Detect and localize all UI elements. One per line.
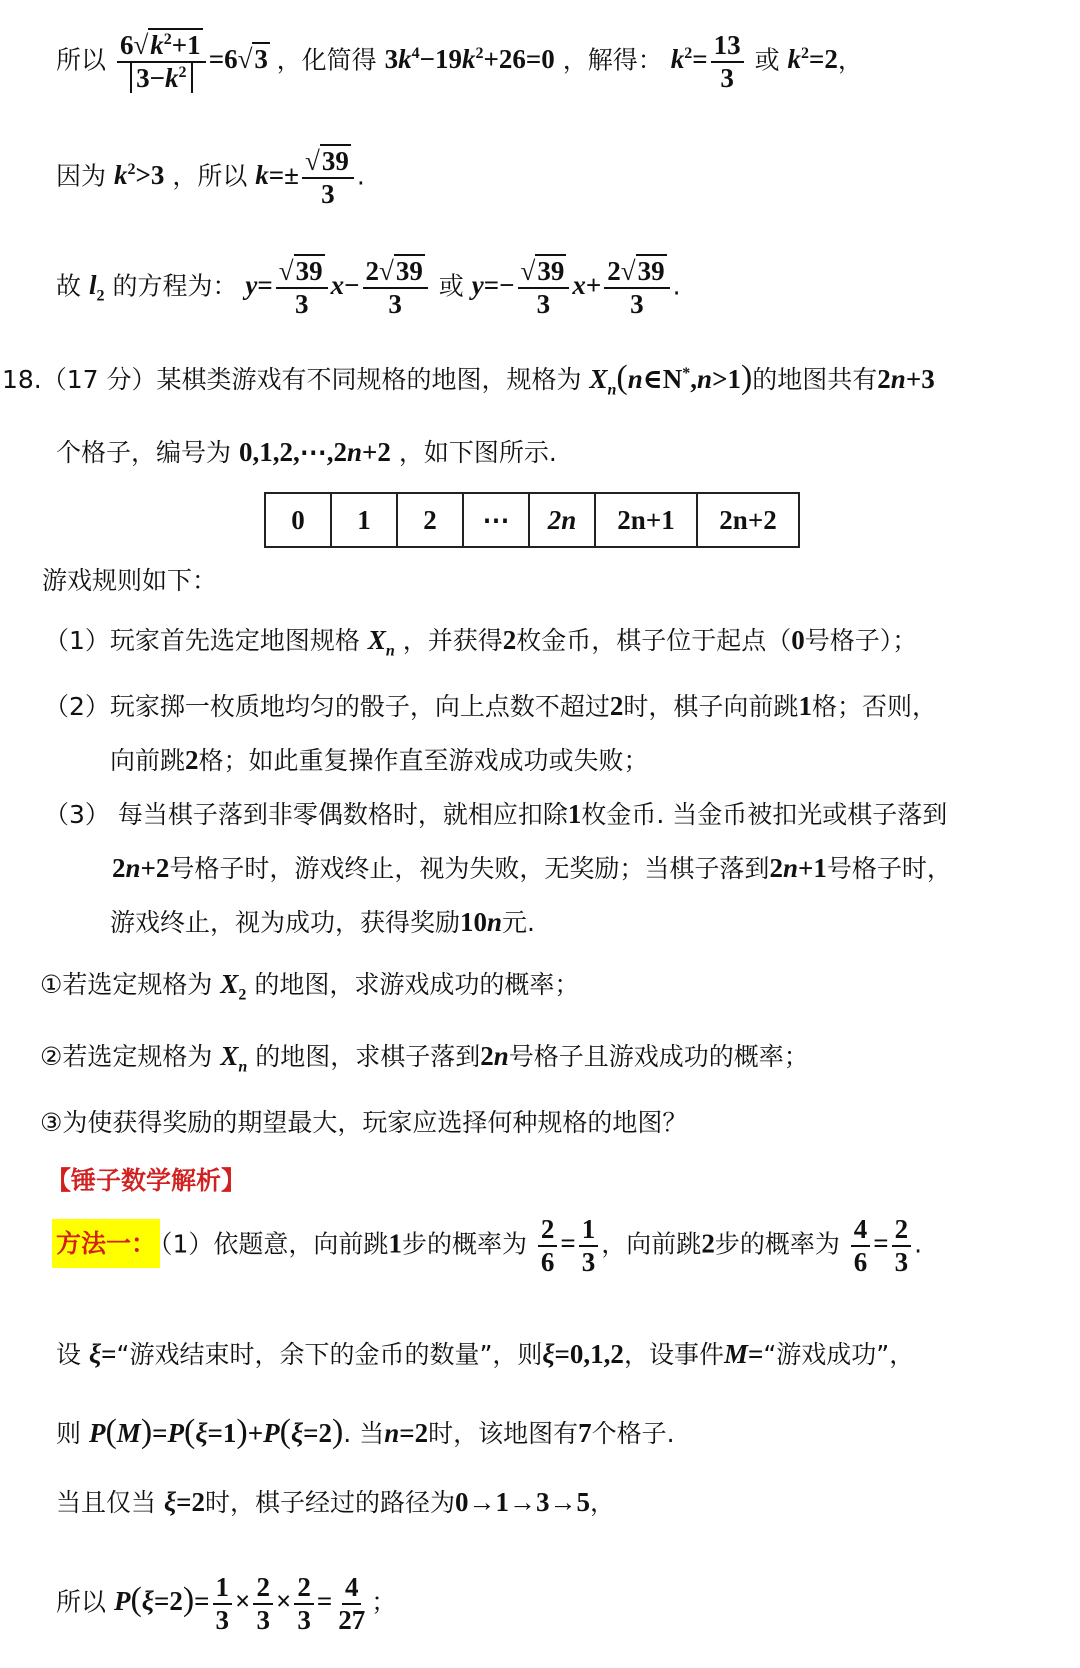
question-3: ③为使获得奖励的期望最大，玩家应选择何种规格的地图？ [40,1108,688,1137]
text: 格；否则， [811,692,937,721]
text: （1）玩家首先选定地图规格 [44,626,360,655]
text: 号格子）； [804,626,918,655]
text: 的地图共有 [752,365,878,394]
map-cell: 1 [331,493,397,547]
math-1: 1 [798,691,812,721]
math-line-eq-1: y= $\frac{√39}{3}$ x− $\frac{2√39}{3}$ [245,270,430,300]
analysis-step-2 [56,1338,914,1370]
text: 时，该地图有 [428,1419,579,1448]
solution-line-1: 所以 $\frac{6√k^2+1}{3-k^2}$ =6√3 ，化简得 $3k^4-19k^2+26=0$ ，解得： $k^2=$ $\frac{13}{3}$ 或 $k^2=2$， [56,30,863,94]
map-cell: 2n [529,493,595,547]
text: （1）依题意，向前跳 [160,1229,389,1259]
text: 时，棋子向前跳 [623,692,799,721]
math-xi: ξ= [88,1339,117,1369]
math-prob-2: $\frac{4}{6}$ = $\frac{2}{3}$ [848,1228,914,1258]
text: ，如下图所示. [398,438,557,467]
text: 枚金币，棋子位于起点（ [516,626,792,655]
math-xn: $X_n$ [367,625,395,660]
text: 或 [754,45,780,75]
math-2: 2 [609,691,624,721]
text: 号格子时，游戏终止，视为失败，无奖励；当棋子落到 [169,854,770,883]
math-numbering: 0,1,2,⋯,2n+2 [238,437,391,467]
text: 的地图，求棋子落到 [255,1042,481,1071]
math-2n-plus-1: 2n+1 [769,853,827,883]
text: ，化简得 [276,45,377,75]
map-cell: 2n+2 [697,493,799,547]
text: 或 [438,271,464,301]
text: 格；如此重复操作直至游戏成功或失败； [198,746,649,775]
text: 所以 [56,45,107,75]
math-1: 1 [567,799,582,829]
math-xi-2: ξ=2 [163,1487,205,1517]
math-2n: 2n [480,1041,509,1071]
text: 游戏终止，视为成功，获得奖励 [110,908,461,937]
math-n-eq-2: n=2 [384,1418,429,1448]
analysis-step-1: 方法一： （1）依题意，向前跳1步的概率为 $\frac{2}{6}$ = $\frac{1}{3}$ ，向前跳2步的概率为 $\frac{4}{6}$ = $\frac{2}{3}$ . [52,1214,922,1278]
text: 个格子. [591,1419,675,1448]
math-k-sq-2: $k^2=2$ [787,44,838,75]
text: “游戏结束时，余下的金币的数量”，则 [116,1340,543,1369]
rule-3-line-3 [110,906,535,938]
math-x2: $X_2$ [220,969,247,1004]
text: 个格子，编号为 [56,438,232,467]
text: 步的概率为 [401,1229,527,1259]
math-k-value: k=± $\frac{√39}{3}$ [255,160,357,190]
rule-2-line-1 [44,690,937,722]
analysis-heading: 【锤子数学解析】 [46,1166,247,1195]
text: 号格子时， [826,854,952,883]
math-fraction: $\frac{6√k^2+1}{3-k^2}$ =6√3 [114,44,277,74]
rules-title: 游戏规则如下： [42,566,218,595]
problem-score: （17 分） [41,365,157,394]
text: 所以 [56,1587,107,1617]
method-label: 方法一： [52,1219,160,1268]
rule-1 [44,624,917,661]
text: 则 [56,1419,82,1448]
map-cell: 2 [397,493,463,547]
analysis-step-5: 所以 P(ξ=2)= $\frac{1}{3}$ × $\frac{2}{3}$ × $\frac{2}{3}$ = $\frac{4}{27}$ ； [56,1572,397,1636]
text: 设 [56,1340,82,1369]
text: 号格子且游戏成功的概率； [508,1042,809,1071]
text: 步的概率为 [714,1229,840,1259]
solution-line-3: 故 $l_2$ 的方程为： y= $\frac{√39}{3}$ x− $\frac{2√39}{3}$ 或 y=− $\frac{√39}{3}$ x+ $\frac{2√39}{3}$ . [56,256,681,320]
text: ，所以 [172,161,248,191]
math-result: P(ξ=2)= $\frac{1}{3}$ × $\frac{2}{3}$ × $\frac{2}{3}$ = $\frac{4}{27}$ [113,1572,366,1636]
math-2: 2 [185,745,199,775]
cell-map-table [264,492,800,548]
text: 时，棋子经过的路径为 [205,1488,456,1517]
text: 因为 [56,161,107,191]
math-xi-values: ξ=0,1,2 [542,1339,624,1369]
text: （3） 每当棋子落到非零偶数格时，就相应扣除 [44,800,568,829]
math-k-sq-1: $k^2=$ $\frac{13}{3}$ [671,44,747,74]
rule-3-line-2 [112,852,952,884]
text: 的地图，求游戏成功的概率； [254,970,580,999]
math-pm: P(M)=P(ξ=1)+P(ξ=2) [88,1413,344,1450]
text: ①若选定规格为 [40,970,213,999]
text: （2）玩家掷一枚质地均匀的骰子，向上点数不超过 [44,692,610,721]
text: “游戏成功”， [763,1340,915,1369]
analysis-step-3 [56,1412,675,1453]
math-equation: $3k^4-19k^2+26=0$ [384,44,555,75]
math-2n-plus-2: 2n+2 [112,853,170,883]
question-1 [40,968,579,1005]
map-cell: ⋯ [463,493,529,547]
text: ②若选定规格为 [40,1042,213,1071]
text: 枚金币. 当金币被扣光或棋子落到 [581,800,948,829]
solution-line-2: 因为 $k^2>3$ ，所以 k=± $\frac{√39}{3}$ . [56,146,365,210]
text: 某棋类游戏有不同规格的地图，规格为 [156,365,582,394]
rule-2-line-2 [110,744,649,776]
math-l2: $l_2$ [88,270,105,305]
math-prob-1: $\frac{2}{6}$ = $\frac{1}{3}$ [535,1228,601,1258]
problem-intro-line-1 [2,358,935,400]
text: ，并获得 [402,626,503,655]
math-2: 2 [701,1228,715,1259]
text: ，解得： [562,45,663,75]
text: 的方程为： [112,271,238,301]
text: . 当 [343,1419,385,1448]
math-xn: $X_n$ [220,1041,248,1076]
text: ，设事件 [623,1340,724,1369]
math-count: 2n+3 [877,364,935,394]
question-2 [40,1040,809,1077]
math-2: 2 [502,625,517,655]
math-line-eq-2: y=− $\frac{√39}{3}$ x+ $\frac{2√39}{3}$ [472,270,673,300]
math-7: 7 [578,1418,592,1448]
math-event-m: M= [723,1339,764,1369]
text: 元. [502,908,535,937]
text: 向前跳 [110,746,186,775]
math-inequality: $k^2>3$ [113,160,165,191]
rule-3-line-1 [44,798,947,830]
problem-intro-line-2 [56,436,557,468]
text: ，向前跳 [601,1229,702,1259]
analysis-step-4: 当且仅当 ξ=2时，棋子经过的路径为0→1→3→5， [56,1487,616,1517]
math-spec: $X_n(n\in N^*,n>1)$ [589,359,753,399]
math-10n: 10n [460,907,503,937]
map-cell: 2n+1 [595,493,697,547]
math-path: 0→1→3→5 [455,1487,591,1517]
math-1: 1 [388,1228,402,1259]
text: 故 [56,271,82,301]
text: 当且仅当 [56,1488,157,1517]
problem-number: 18. [2,365,42,394]
map-cell: 0 [265,493,331,547]
math-0: 0 [791,625,805,655]
